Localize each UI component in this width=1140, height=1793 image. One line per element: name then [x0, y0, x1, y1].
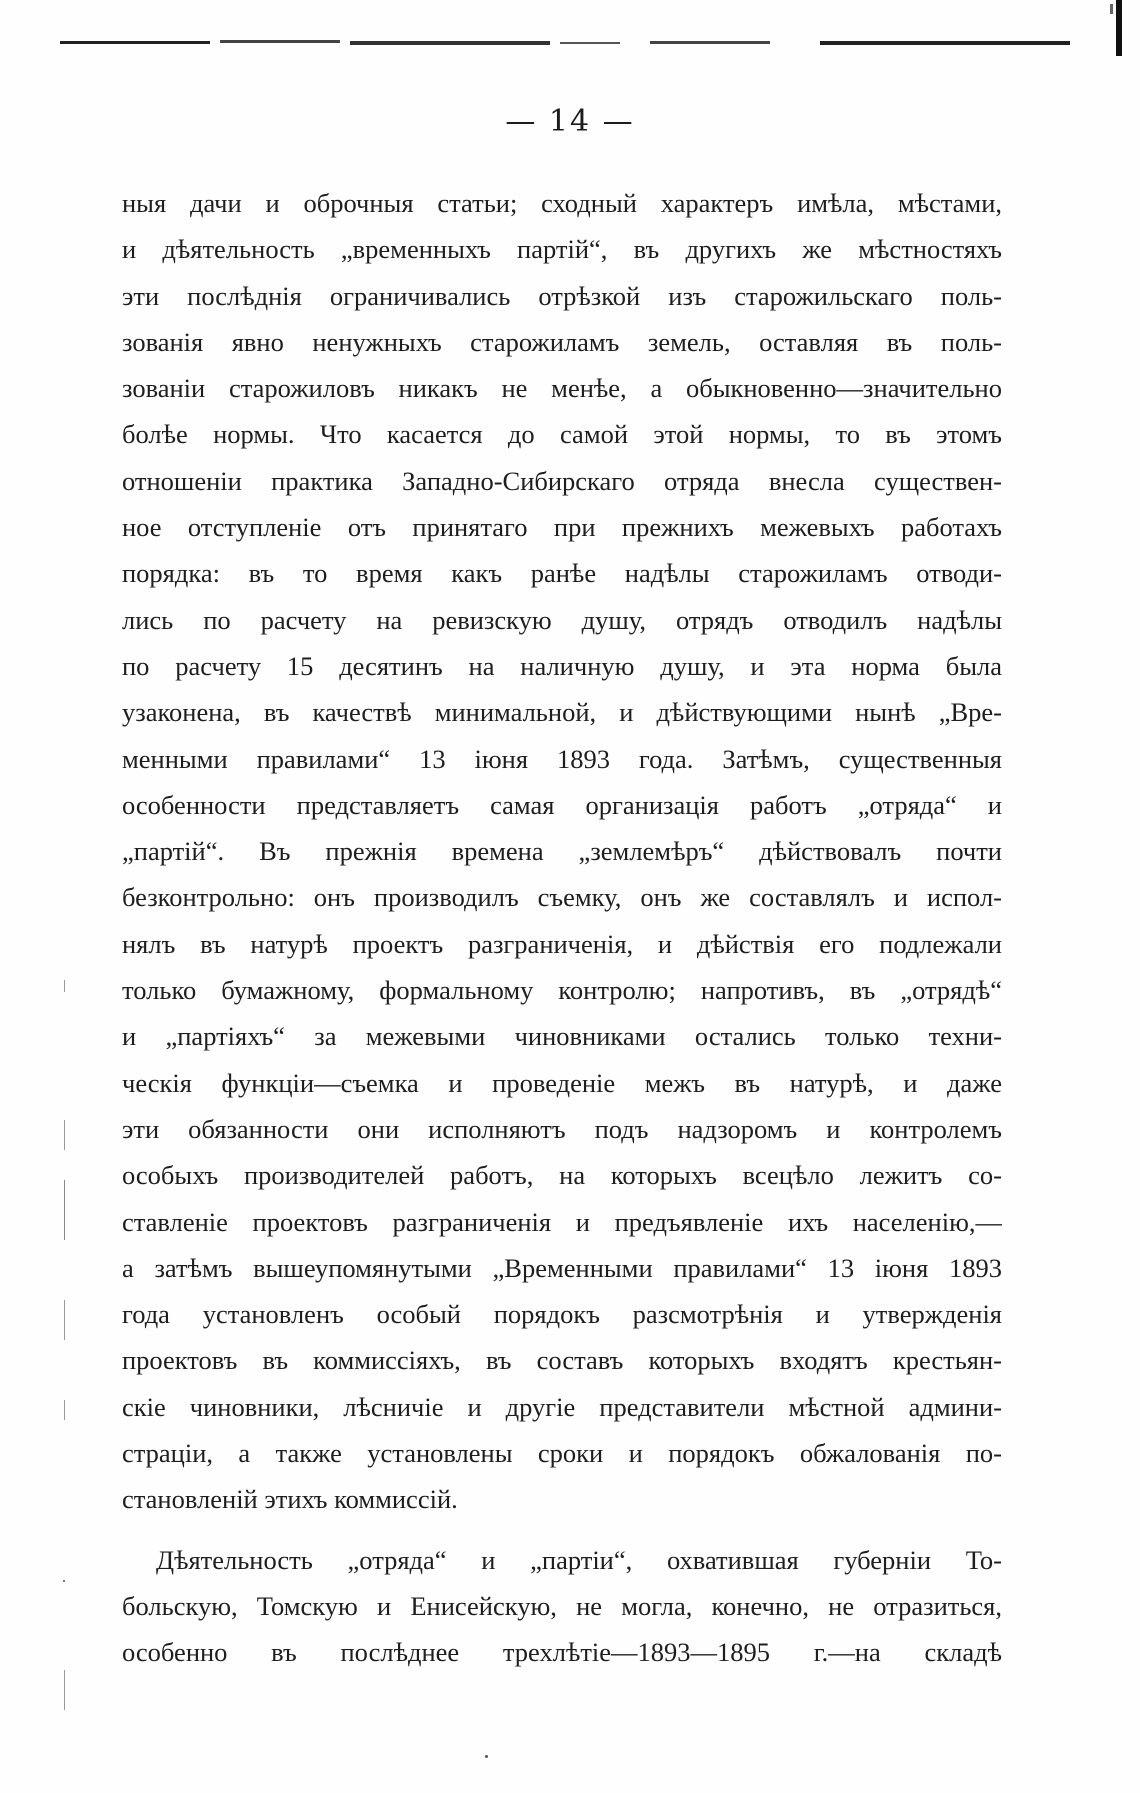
- text-line: проектовъ въ коммиссіяхъ, въ составъ которыхъ входятъ крестьян-: [122, 1345, 1002, 1376]
- text-line: особыхъ производителей работъ, на которыхъ всецѣло лежитъ со-: [122, 1160, 1002, 1191]
- text-line: больскую, Томскую и Енисейскую, не могла, конечно, не отразиться,: [122, 1590, 1002, 1621]
- specks-graphic: [60, 980, 70, 1740]
- speck: [63, 1580, 65, 1582]
- text-line: лись по расчету на ревизскую душу, отрядъ отводилъ надѣлы: [122, 604, 1002, 635]
- rule-segment: [220, 40, 340, 43]
- top-rule-graphic: [60, 40, 1070, 46]
- text-line: а затѣмъ вышеупомянутыми „Временными правилами“ 13 іюня 1893: [122, 1252, 1002, 1283]
- paragraph-1: [122, 180, 1002, 1523]
- text-line: зованія явно ненужныхъ старожиламъ земель, оставляя въ поль-: [122, 326, 1002, 357]
- binding-mark: [1116, 0, 1122, 56]
- text-line: зованіи старожиловъ никакъ не менѣе, а обыкновенно—значительно: [122, 373, 1002, 404]
- text-line: „партій“. Въ прежнія времена „землемѣръ“ дѣйствовалъ почти: [122, 836, 1002, 867]
- top-scan-rule: [60, 40, 1070, 46]
- text-line: ныя дачи и оброчныя статьи; сходный характеръ имѣла, мѣстами,: [122, 188, 1002, 218]
- speck: [64, 1120, 65, 1150]
- body-text: [122, 180, 1002, 1676]
- binding-mark: [1110, 4, 1113, 14]
- rule-segment: [820, 41, 1070, 45]
- rule-segment: [650, 41, 770, 44]
- text-line: и дѣятельность „временныхъ партій“, въ другихъ же мѣстностяхъ: [122, 234, 1002, 265]
- text-line: болѣе нормы. Что касается до самой этой нормы, то въ этомъ: [122, 419, 1002, 450]
- speck: [64, 1180, 65, 1240]
- text-line: Дѣятельность „отряда“ и „партіи“, охватившая губерніи То-: [156, 1544, 1002, 1575]
- paragraph-2: [122, 1537, 1002, 1676]
- rule-segment: [350, 41, 550, 45]
- paragraph-gap: [122, 1523, 1002, 1537]
- text-line: становленій этихъ коммиссій.: [122, 1484, 458, 1515]
- text-line: безконтрольно: онъ производилъ съемку, онъ же составлялъ и испол-: [122, 882, 1002, 913]
- speck: [64, 1300, 65, 1340]
- text-line: года установленъ особый порядокъ разсмотрѣнія и утвержденія: [122, 1299, 1002, 1330]
- text-line: особенно въ послѣднее трехлѣтіе—1893—1895 г.—на складѣ: [122, 1637, 1002, 1668]
- speck: [64, 980, 65, 992]
- speck: [64, 1400, 65, 1420]
- text-line: ставленіе проектовъ разграниченія и предъявленіе ихъ населенію,—: [122, 1206, 1002, 1237]
- text-line: эти послѣднія ограничивались отрѣзкой изъ старожильскаго поль-: [122, 280, 1002, 311]
- scan-speck: [485, 1755, 488, 1758]
- right-binding-edge: [1108, 0, 1128, 60]
- text-line: по расчету 15 десятинъ на наличную душу, и эта норма была: [122, 650, 1002, 681]
- text-line: скіе чиновники, лѣсничіе и другіе представители мѣстной админи-: [122, 1391, 1002, 1422]
- speck: [64, 1670, 65, 1710]
- text-line: нялъ въ натурѣ проектъ разграниченія, и дѣйствія его подлежали: [122, 928, 1002, 959]
- rule-segment: [560, 42, 620, 44]
- left-margin-specks: [60, 980, 70, 1740]
- text-line: только бумажному, формальному контролю; напротивъ, въ „отрядѣ“: [122, 975, 1002, 1006]
- rule-segment: [60, 41, 210, 44]
- text-line: особенности представляетъ самая организація работъ „отряда“ и: [122, 789, 1002, 820]
- text-line: эти обязанности они исполняютъ подъ надзоромъ и контролемъ: [122, 1113, 1002, 1144]
- text-line: ное отступленіе отъ принятаго при прежнихъ межевыхъ работахъ: [122, 512, 1002, 543]
- page-number: — 14 —: [505, 104, 635, 139]
- binding-edge-graphic: [1108, 0, 1128, 60]
- text-line: менными правилами“ 13 іюня 1893 года. Затѣмъ, существенныя: [122, 743, 1002, 774]
- text-line: и „партіяхъ“ за межевыми чиновниками остались только техни-: [122, 1021, 1002, 1052]
- text-line: узаконена, въ качествѣ минимальной, и дѣйствующими нынѣ „Вре-: [122, 697, 1002, 728]
- text-line: ческія функціи—съемка и проведеніе межъ въ натурѣ, и даже: [122, 1067, 1002, 1098]
- text-line: отношеніи практика Западно-Сибирскаго отряда внесла существен-: [122, 465, 1002, 496]
- text-line: порядка: въ то время какъ ранѣе надѣлы старожиламъ отводи-: [122, 558, 1002, 589]
- text-line: страціи, а также установлены сроки и порядокъ обжалованія по-: [122, 1438, 1002, 1469]
